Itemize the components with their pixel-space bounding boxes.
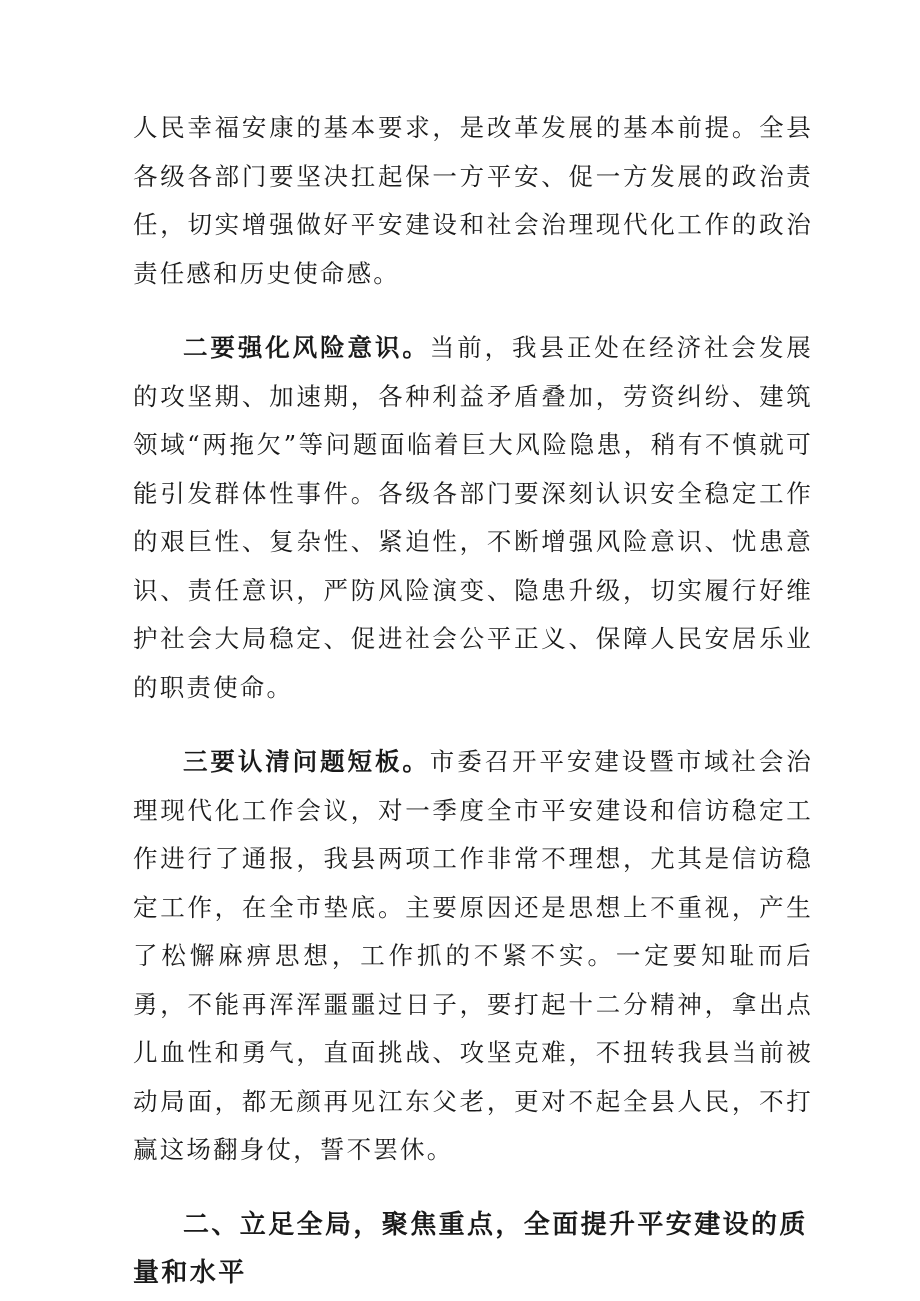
paragraph-risk-awareness-text: 当前，我县正处在经济社会发展的攻坚期、加速期，各种利益矛盾叠加，劳资纠纷、建筑领域“两拖欠”等问题面临着巨大风险隐患，稍有不慎就可能引发群体性事件。各级各部门要深刻认识安全稳定工作的艰巨性、复杂性、紧迫性，不断增强风险意识、忧患意识、责任意识，严防风险演变、隐患升级，切实履行好维护社会大局稳定、促进社会公平正义、保障人民安居乐业的职责使命。: [133, 333, 813, 702]
paragraph-problem-shortcomings-lead: 三要认清问题短板。: [183, 747, 430, 776]
document-page: [133, 104, 813, 1297]
paragraph-intro: [133, 104, 813, 298]
paragraph-problem-shortcomings: [133, 738, 813, 1175]
paragraph-risk-awareness-lead: 二要强化风险意识。: [183, 333, 430, 362]
paragraph-risk-awareness: [133, 324, 813, 712]
paragraph-intro-text: 人民幸福安康的基本要求，是改革发展的基本前提。全县各级各部门要坚决扛起保一方平安、促一方发展的政治责任，切实增强做好平安建设和社会治理现代化工作的政治责任感和历史使命感。: [133, 113, 813, 288]
paragraph-problem-shortcomings-text: 市委召开平安建设暨市域社会治理现代化工作会议，对一季度全市平安建设和信访稳定工作进行了通报，我县两项工作非常不理想，尤其是信访稳定工作，在全市垫底。主要原因还是思想上不重视，产生了松懈麻痹思想，工作抓的不紧不实。一定要知耻而后勇，不能再浑浑噩噩过日子，要打起十二分精神，拿出点儿血性和勇气，直面挑战、攻坚克难，不扭转我县当前被动局面，都无颜再见江东父老，更对不起全县人民，不打赢这场翻身仗，誓不罢休。: [133, 747, 813, 1164]
section-heading-2: 二、立足全局，聚焦重点，全面提升平安建设的质量和水平: [133, 1209, 808, 1288]
